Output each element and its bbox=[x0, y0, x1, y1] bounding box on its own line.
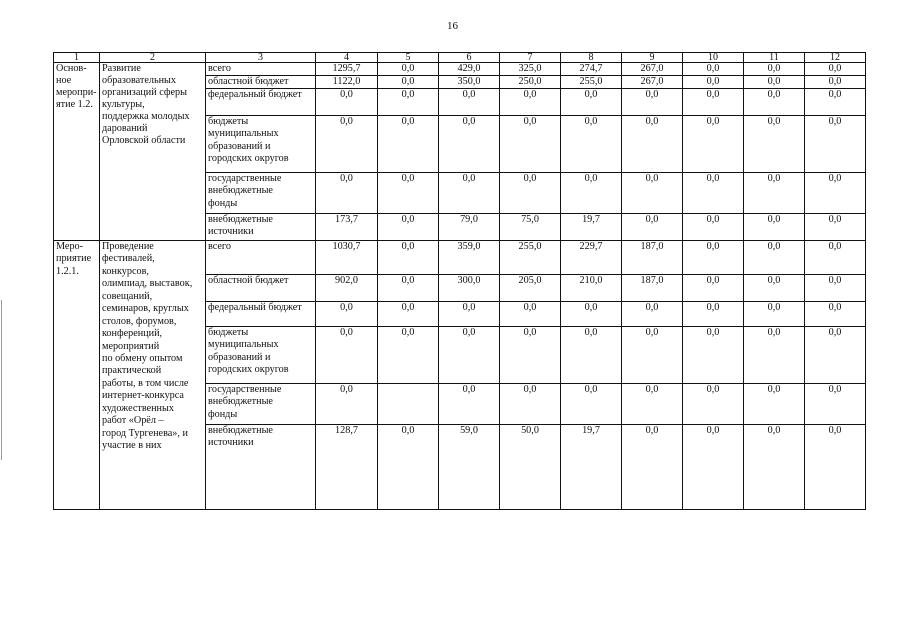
value-cell: 0,0 bbox=[622, 116, 683, 173]
value-cell: 0,0 bbox=[683, 214, 744, 241]
header-cell: 2 bbox=[100, 53, 206, 63]
value-cell: 0,0 bbox=[561, 116, 622, 173]
funding-source-cell: внебюджетные источники bbox=[206, 425, 316, 510]
funding-source-cell: всего bbox=[206, 241, 316, 275]
funding-source-cell: федеральный бюджет bbox=[206, 302, 316, 327]
value-cell: 0,0 bbox=[683, 384, 744, 425]
budget-table bbox=[53, 52, 866, 510]
value-cell: 1122,0 bbox=[316, 76, 378, 89]
value-cell: 0,0 bbox=[805, 89, 866, 116]
header-cell: 4 bbox=[316, 53, 378, 63]
value-cell: 0,0 bbox=[683, 302, 744, 327]
value-cell: 0,0 bbox=[744, 173, 805, 214]
header-cell: 11 bbox=[744, 53, 805, 63]
table-row bbox=[54, 241, 866, 275]
value-cell: 0,0 bbox=[378, 275, 439, 302]
value-cell: 0,0 bbox=[378, 173, 439, 214]
value-cell: 255,0 bbox=[561, 76, 622, 89]
value-cell: 429,0 bbox=[439, 63, 500, 76]
funding-source-cell: государственные внебюджетные фонды bbox=[206, 173, 316, 214]
header-cell: 5 bbox=[378, 53, 439, 63]
value-cell: 0,0 bbox=[500, 302, 561, 327]
value-cell: 0,0 bbox=[805, 116, 866, 173]
value-cell: 0,0 bbox=[316, 327, 378, 384]
value-cell: 0,0 bbox=[500, 89, 561, 116]
value-cell: 0,0 bbox=[622, 384, 683, 425]
value-cell: 902,0 bbox=[316, 275, 378, 302]
header-cell: 9 bbox=[622, 53, 683, 63]
value-cell: 359,0 bbox=[439, 241, 500, 275]
value-cell: 0,0 bbox=[500, 384, 561, 425]
value-cell: 0,0 bbox=[744, 89, 805, 116]
header-cell: 12 bbox=[805, 53, 866, 63]
funding-source-cell: областной бюджет bbox=[206, 76, 316, 89]
value-cell: 255,0 bbox=[500, 241, 561, 275]
value-cell: 0,0 bbox=[378, 63, 439, 76]
value-cell: 0,0 bbox=[744, 76, 805, 89]
value-cell: 0,0 bbox=[439, 116, 500, 173]
header-cell: 3 bbox=[206, 53, 316, 63]
value-cell: 1030,7 bbox=[316, 241, 378, 275]
value-cell: 0,0 bbox=[744, 63, 805, 76]
header-cell: 8 bbox=[561, 53, 622, 63]
funding-source-cell: внебюджетные источники bbox=[206, 214, 316, 241]
value-cell: 267,0 bbox=[622, 63, 683, 76]
header-cell: 10 bbox=[683, 53, 744, 63]
value-cell bbox=[378, 384, 439, 425]
value-cell: 0,0 bbox=[744, 327, 805, 384]
value-cell: 0,0 bbox=[683, 116, 744, 173]
value-cell: 0,0 bbox=[683, 327, 744, 384]
value-cell: 0,0 bbox=[805, 425, 866, 510]
header-cell: 1 bbox=[54, 53, 100, 63]
value-cell: 0,0 bbox=[622, 89, 683, 116]
value-cell: 0,0 bbox=[439, 173, 500, 214]
value-cell: 0,0 bbox=[744, 302, 805, 327]
value-cell: 0,0 bbox=[561, 173, 622, 214]
value-cell: 300,0 bbox=[439, 275, 500, 302]
value-cell: 128,7 bbox=[316, 425, 378, 510]
value-cell: 250,0 bbox=[500, 76, 561, 89]
value-cell: 0,0 bbox=[500, 173, 561, 214]
value-cell: 0,0 bbox=[805, 275, 866, 302]
value-cell: 173,7 bbox=[316, 214, 378, 241]
value-cell: 0,0 bbox=[805, 327, 866, 384]
value-cell: 229,7 bbox=[561, 241, 622, 275]
scan-edge-mark bbox=[1, 300, 2, 460]
value-cell: 1295,7 bbox=[316, 63, 378, 76]
value-cell: 0,0 bbox=[316, 384, 378, 425]
value-cell: 0,0 bbox=[378, 425, 439, 510]
activity-name-cell: Проведение фестивалей, конкурсов, олимпиад, выставок, совещаний, семинаров, круглых столов, форумов, конференций, мероприятий по обмену опытом практической работы, в том числе интернет-конкурса художественных работ «Орёл – город Тургенева», и участие в них bbox=[100, 241, 206, 510]
value-cell: 267,0 bbox=[622, 76, 683, 89]
value-cell: 0,0 bbox=[805, 241, 866, 275]
value-cell: 0,0 bbox=[622, 425, 683, 510]
value-cell: 210,0 bbox=[561, 275, 622, 302]
value-cell: 0,0 bbox=[500, 116, 561, 173]
table-row bbox=[54, 63, 866, 76]
value-cell: 0,0 bbox=[561, 384, 622, 425]
value-cell: 0,0 bbox=[744, 116, 805, 173]
value-cell: 0,0 bbox=[378, 327, 439, 384]
value-cell: 59,0 bbox=[439, 425, 500, 510]
value-cell: 0,0 bbox=[683, 241, 744, 275]
value-cell: 0,0 bbox=[683, 275, 744, 302]
value-cell: 0,0 bbox=[378, 76, 439, 89]
value-cell: 0,0 bbox=[683, 89, 744, 116]
activity-code-cell: Основ- ное меропри- ятие 1.2. bbox=[54, 63, 100, 241]
value-cell: 0,0 bbox=[744, 384, 805, 425]
value-cell: 205,0 bbox=[500, 275, 561, 302]
value-cell: 0,0 bbox=[622, 173, 683, 214]
value-cell: 0,0 bbox=[439, 302, 500, 327]
value-cell: 75,0 bbox=[500, 214, 561, 241]
value-cell: 50,0 bbox=[500, 425, 561, 510]
value-cell: 0,0 bbox=[561, 327, 622, 384]
value-cell: 0,0 bbox=[439, 89, 500, 116]
value-cell: 0,0 bbox=[683, 76, 744, 89]
value-cell: 187,0 bbox=[622, 275, 683, 302]
value-cell: 0,0 bbox=[378, 116, 439, 173]
value-cell: 0,0 bbox=[561, 89, 622, 116]
value-cell: 19,7 bbox=[561, 214, 622, 241]
funding-source-cell: федеральный бюджет bbox=[206, 89, 316, 116]
value-cell: 0,0 bbox=[378, 214, 439, 241]
value-cell: 0,0 bbox=[439, 384, 500, 425]
activity-code-cell: Меро- приятие 1.2.1. bbox=[54, 241, 100, 510]
value-cell: 0,0 bbox=[683, 425, 744, 510]
header-cell: 6 bbox=[439, 53, 500, 63]
value-cell: 0,0 bbox=[744, 425, 805, 510]
value-cell: 0,0 bbox=[805, 76, 866, 89]
value-cell: 0,0 bbox=[744, 214, 805, 241]
value-cell: 0,0 bbox=[316, 116, 378, 173]
value-cell: 0,0 bbox=[316, 302, 378, 327]
funding-source-cell: всего bbox=[206, 63, 316, 76]
value-cell: 0,0 bbox=[805, 214, 866, 241]
value-cell: 187,0 bbox=[622, 241, 683, 275]
header-cell: 7 bbox=[500, 53, 561, 63]
value-cell: 79,0 bbox=[439, 214, 500, 241]
value-cell: 0,0 bbox=[683, 63, 744, 76]
value-cell: 19,7 bbox=[561, 425, 622, 510]
value-cell: 0,0 bbox=[500, 327, 561, 384]
value-cell: 0,0 bbox=[561, 302, 622, 327]
value-cell: 0,0 bbox=[622, 327, 683, 384]
value-cell: 0,0 bbox=[316, 173, 378, 214]
page-number: 16 bbox=[447, 20, 458, 32]
activity-name-cell: Развитие образовательных организаций сферы культуры, поддержка молодых дарований Орловской области bbox=[100, 63, 206, 241]
value-cell: 0,0 bbox=[805, 173, 866, 214]
value-cell: 0,0 bbox=[744, 275, 805, 302]
value-cell: 0,0 bbox=[316, 89, 378, 116]
funding-source-cell: областной бюджет bbox=[206, 275, 316, 302]
value-cell: 350,0 bbox=[439, 76, 500, 89]
value-cell: 0,0 bbox=[622, 302, 683, 327]
value-cell: 325,0 bbox=[500, 63, 561, 76]
value-cell: 0,0 bbox=[683, 173, 744, 214]
value-cell: 0,0 bbox=[622, 214, 683, 241]
funding-source-cell: бюджеты муниципальных образований и городских округов bbox=[206, 327, 316, 384]
value-cell: 0,0 bbox=[378, 302, 439, 327]
value-cell: 0,0 bbox=[378, 241, 439, 275]
value-cell: 0,0 bbox=[805, 302, 866, 327]
value-cell: 0,0 bbox=[805, 63, 866, 76]
funding-source-cell: бюджеты муниципальных образований и городских округов bbox=[206, 116, 316, 173]
value-cell: 274,7 bbox=[561, 63, 622, 76]
value-cell: 0,0 bbox=[378, 89, 439, 116]
value-cell: 0,0 bbox=[439, 327, 500, 384]
value-cell: 0,0 bbox=[805, 384, 866, 425]
value-cell: 0,0 bbox=[744, 241, 805, 275]
funding-source-cell: государственные внебюджетные фонды bbox=[206, 384, 316, 425]
header-row bbox=[54, 53, 866, 63]
